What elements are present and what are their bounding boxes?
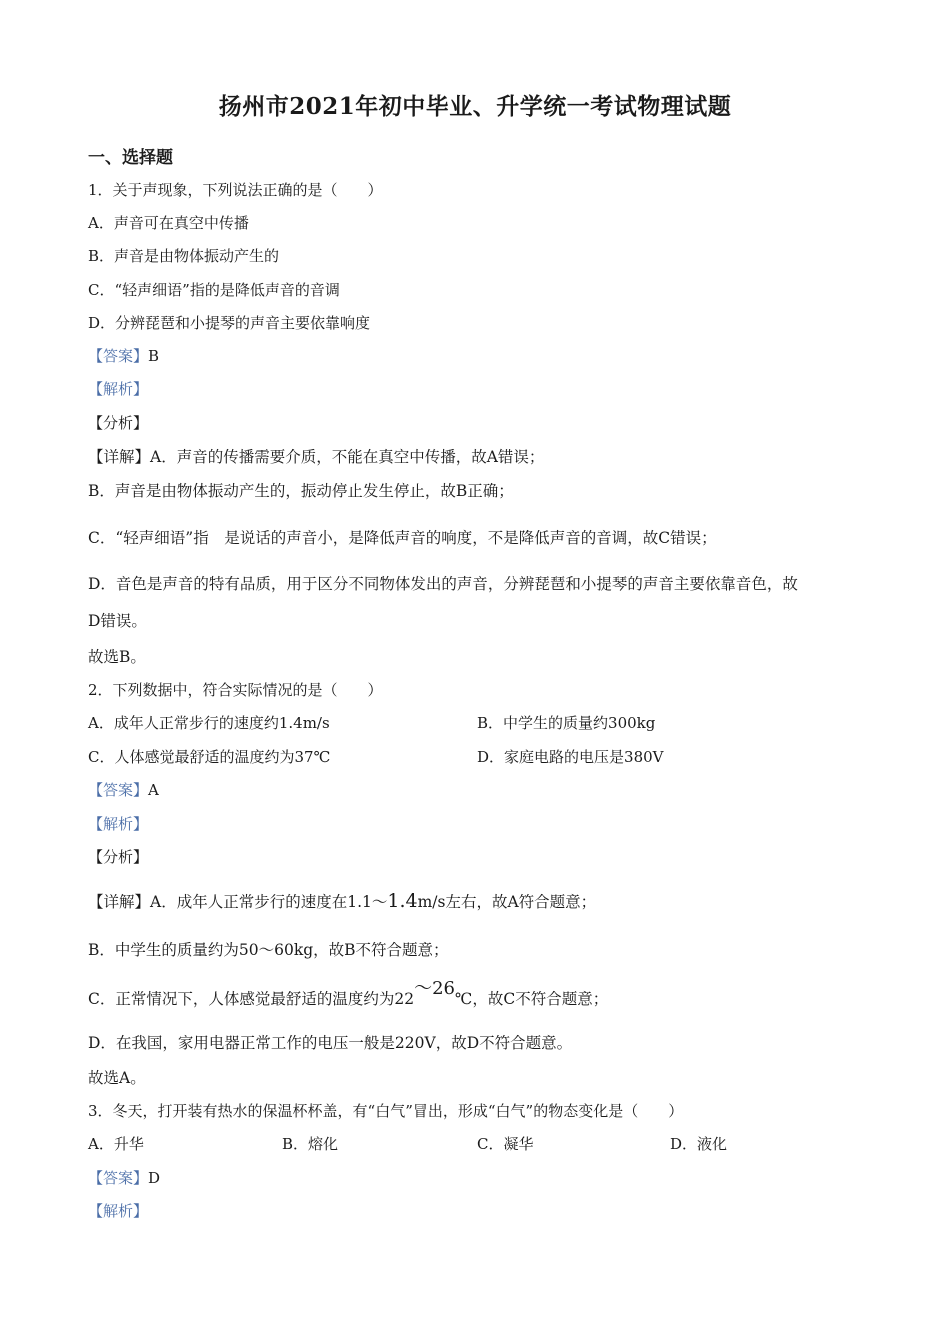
- q2-detail-a-pre: A．成年人正常步行的速度在1.1～: [150, 893, 388, 911]
- q1-jiexi-label: 【解析】: [88, 380, 149, 398]
- q2-option-c: C．人体感觉最舒适的温度约为37℃: [88, 748, 331, 766]
- q1-option-c: C．“轻声细语”指的是降低声音的音调: [88, 281, 340, 299]
- q2-answer-value: A: [148, 781, 159, 799]
- q3-answer-value: D: [148, 1169, 161, 1187]
- xiangjie-label: 【详解】: [88, 893, 151, 911]
- q2-detail-b: B．中学生的质量约为50～60kg，故B不符合题意；: [88, 941, 449, 959]
- q1-detail-d: D．音色是声音的特有品质，用于区分不同物体发出的声音，分辨琵琶和小提琴的声音主要依靠音色，故: [88, 575, 798, 593]
- q2-stem: 2．下列数据中，符合实际情况的是（ ）: [88, 681, 383, 699]
- q2-conclusion: 故选A。: [88, 1069, 146, 1087]
- q2-fenxi-label: 【分析】: [88, 848, 149, 866]
- q2-option-d: D．家庭电路的电压是380V: [477, 748, 664, 766]
- q2-detail-c-sup: ～26: [414, 978, 455, 999]
- section-heading: 一、选择题: [88, 148, 173, 168]
- q1-option-d: D．分辨琵琶和小提琴的声音主要依靠响度: [88, 314, 371, 332]
- q1-detail-a-text: A．声音的传播需要介质，不能在真空中传播，故A错误；: [150, 448, 545, 466]
- q3-option-d: D．液化: [670, 1135, 728, 1153]
- q1-option-b: B．声音是由物体振动产生的: [88, 247, 280, 265]
- q2-detail-a-post: m/s左右，故A符合题意；: [417, 893, 597, 911]
- q3-option-c: C．凝华: [477, 1135, 534, 1153]
- answer-label: 【答案】: [88, 781, 149, 799]
- q1-option-a: A．声音可在真空中传播: [88, 214, 249, 232]
- q2-jiexi-label: 【解析】: [88, 815, 149, 833]
- q3-option-a: A．升华: [88, 1135, 144, 1153]
- q1-conclusion: 故选B。: [88, 648, 146, 666]
- q2-detail-d: D．在我国，家用电器正常工作的电压一般是220V，故D不符合题意。: [88, 1034, 573, 1052]
- page-title: 扬州市2021年初中毕业、升学统一考试物理试题: [218, 93, 732, 120]
- q2-detail-c-pre: C．正常情况下，人体感觉最舒适的温度约为22: [88, 990, 415, 1008]
- q1-answer-value: B: [148, 347, 160, 365]
- answer-label: 【答案】: [88, 347, 149, 365]
- q1-detail-b: B．声音是由物体振动产生的，振动停止发生停止，故B正确；: [88, 482, 514, 500]
- q1-detail-c: C．“轻声细语”指 是说话的声音小，是降低声音的响度，不是降低声音的音调，故C错误；: [88, 529, 717, 547]
- q3-answer: [88, 1167, 160, 1188]
- q2-detail-a: [88, 890, 596, 912]
- q3-option-b: B．熔化: [282, 1135, 339, 1153]
- q1-answer: [88, 345, 159, 366]
- q3-stem: 3．冬天，打开装有热水的保温杯杯盖，有“白气”冒出，形成“白气”的物态变化是（ ）: [88, 1102, 684, 1120]
- q2-detail-c-post: ℃，故C不符合题意；: [455, 990, 609, 1008]
- q1-fenxi-label: 【分析】: [88, 414, 149, 432]
- q2-answer: [88, 779, 159, 800]
- q1-stem: 1．关于声现象，下列说法正确的是（ ）: [88, 181, 383, 199]
- q2-option-b: B．中学生的质量约300kg: [477, 714, 656, 732]
- q2-option-a: A．成年人正常步行的速度约1.4m/s: [88, 714, 330, 732]
- q2-detail-c: [88, 978, 609, 1010]
- q3-jiexi-label: 【解析】: [88, 1202, 149, 1220]
- xiangjie-label: 【详解】: [88, 448, 151, 466]
- q1-detail-a: [88, 445, 544, 467]
- answer-label: 【答案】: [88, 1169, 149, 1187]
- q1-detail-d-cont: D错误。: [88, 612, 147, 630]
- q2-detail-a-num: 1.4: [387, 890, 418, 912]
